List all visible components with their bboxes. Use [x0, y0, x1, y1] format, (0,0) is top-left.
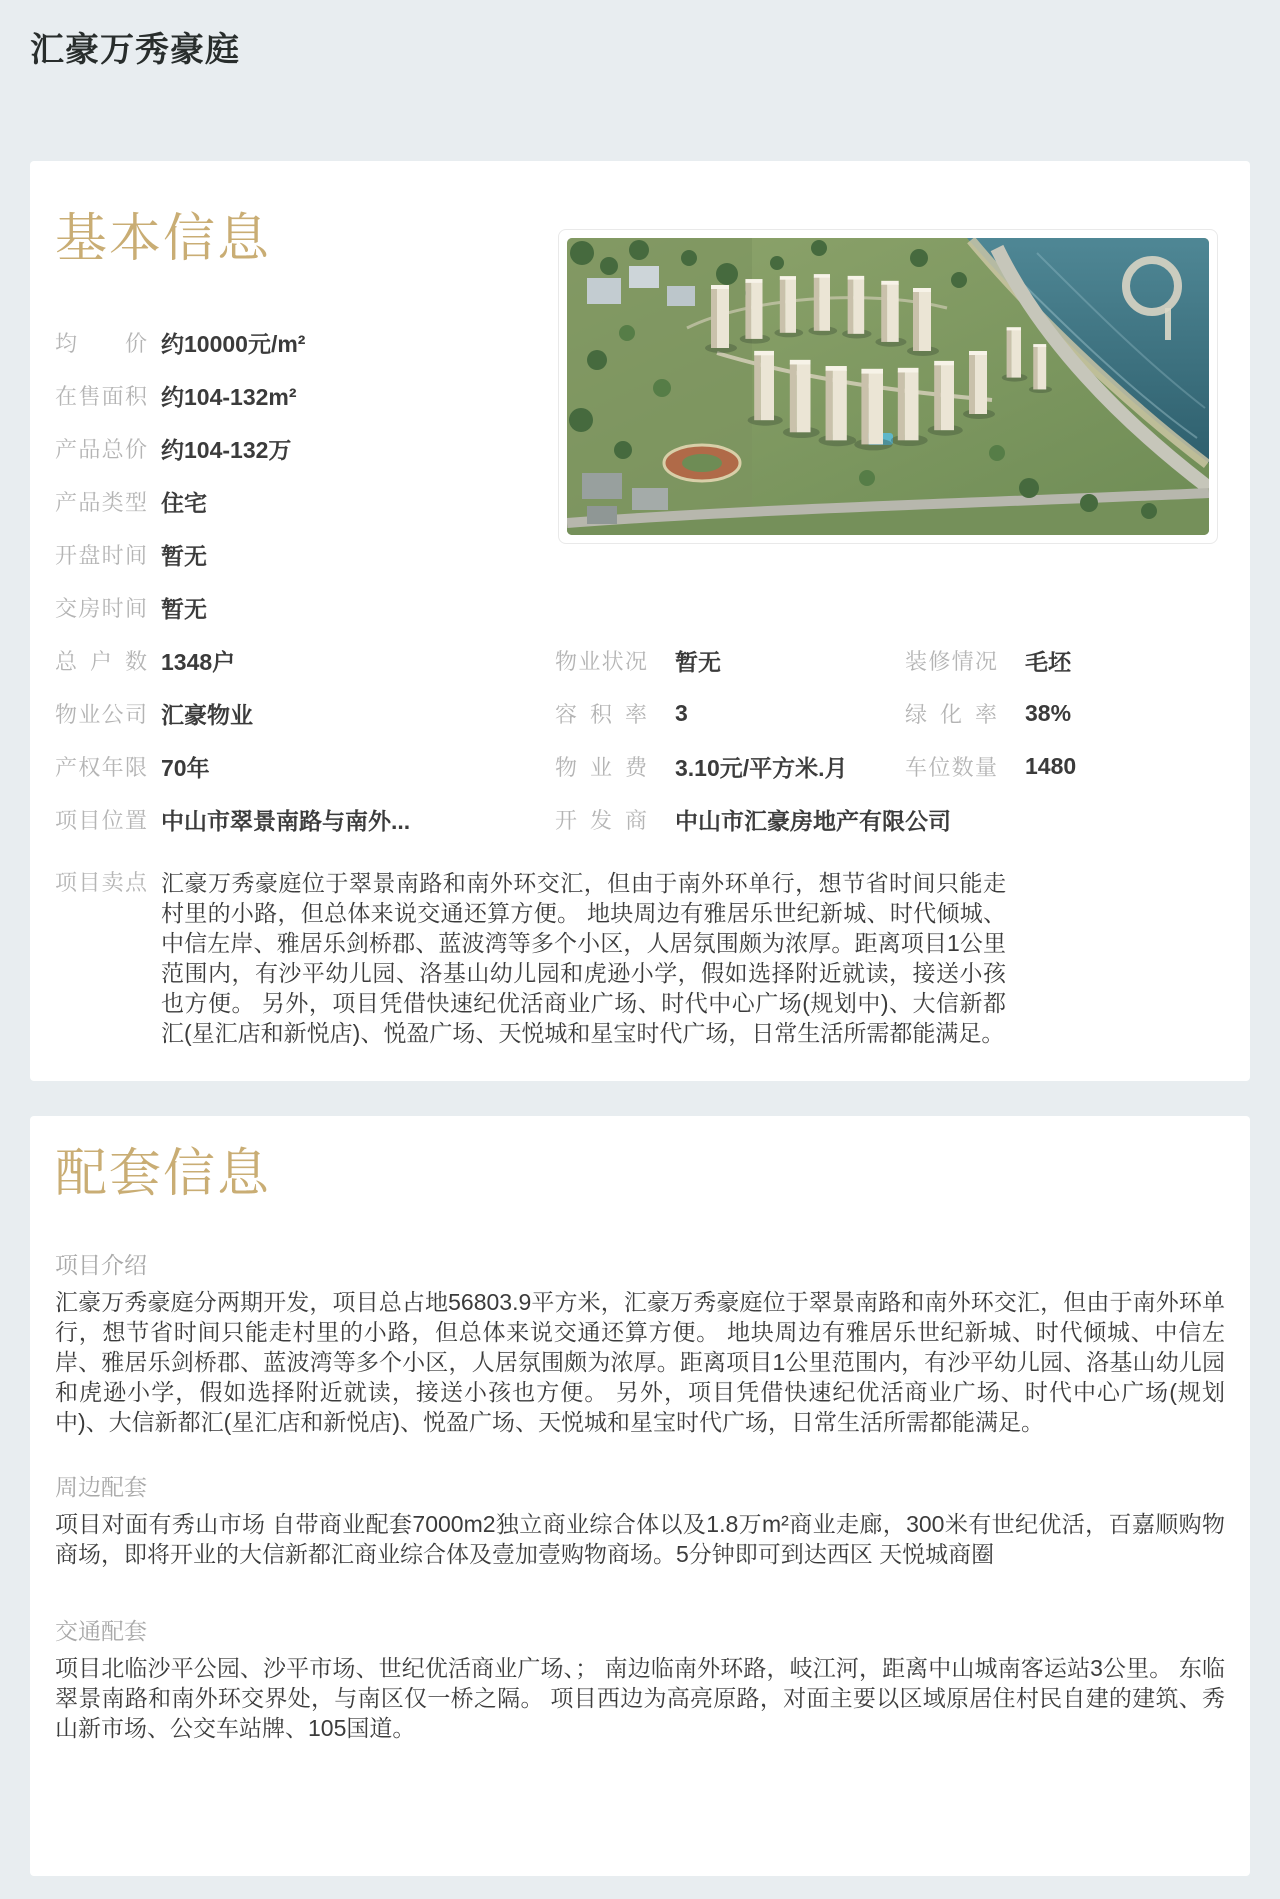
field-row-tenure [55, 740, 555, 793]
field-row-greening-rate [905, 687, 1225, 740]
field-row-property-company [55, 687, 555, 740]
facilities-section-title: 配套信息 [55, 1145, 272, 1203]
field-label-location: 项目位置 [55, 808, 147, 833]
transportation-text: 项目北临沙平公园、沙平市场、世纪优活商业广场、； 南边临南外环路，岐江河，距离中山城南客运站3公里。 东临翠景南路和南外环交界处，与南区仅一桥之隔。 项目西边为高亮原路，对面主要以区域原居住村民自建的建筑、秀山新市场、公交车站牌、105国道。 [55, 1655, 1225, 1741]
field-label-delivery-date: 交房时间 [55, 596, 147, 621]
field-row-property-fee [555, 740, 905, 793]
field-value-opening-date: 暂无 [161, 543, 207, 569]
field-row-plot-ratio [555, 687, 905, 740]
field-row-developer [555, 793, 1225, 846]
selling-point-label: 项目卖点 [55, 870, 147, 895]
subtitle-transportation: 交通配套 [55, 1618, 147, 1644]
field-label-decoration: 装修情况 [905, 649, 997, 674]
grid-row-2 [55, 687, 1225, 740]
field-row-location [55, 793, 555, 846]
facilities-card [30, 1116, 1250, 1876]
field-row-property-status [555, 634, 905, 687]
field-value-avg-price: 约10000元/m² [161, 331, 306, 357]
field-value-location[interactable]: 中山市翠景南路与南外... [161, 808, 411, 834]
field-label-sale-area: 在售面积 [55, 384, 147, 409]
field-value-sale-area: 约104-132m² [161, 384, 297, 410]
field-label-property-status: 物业状况 [555, 649, 647, 674]
basic-fields-grid [55, 634, 1225, 846]
field-value-developer: 中山市汇豪房地产有限公司 [675, 808, 951, 834]
field-label-total-price: 产品总价 [55, 437, 147, 462]
property-aerial-photo[interactable] [567, 238, 1209, 535]
field-value-plot-ratio: 3 [675, 700, 688, 726]
field-label-greening-rate: 绿化率 [905, 702, 997, 727]
field-label-parking-count: 车位数量 [905, 755, 997, 780]
field-label-property-fee: 物业费 [555, 755, 647, 780]
field-row-avg-price [55, 316, 555, 369]
basic-fields-left [55, 316, 555, 634]
project-intro-text: 汇豪万秀豪庭分两期开发，项目总占地56803.9平方米，汇豪万秀豪庭位于翠景南路和南外环交汇，但由于南外环单行，想节省时间只能走村里的小路，但总体来说交通还算方便。 地块周边有雅居乐世纪新城、时代倾城、中信左岸、雅居乐剑桥郡、蓝波湾等多个小区，人居氛围颇为浓厚。距离项目1公里范围内，有沙平幼儿园、洛基山幼儿园和虎逊小学，假如选择附近就读，接送小孩也方便。 另外，项目凭借快速纪优活商业广场、时代中心广场(规划中)、大信新都汇(星汇店和新悦店)、悦盈广场、天悦城和星宝时代广场，日常生活所需都能满足。 [55, 1289, 1225, 1435]
field-label-developer: 开发商 [555, 808, 647, 833]
page-title: 汇豪万秀豪庭 [30, 31, 240, 69]
selling-point-text: 汇豪万秀豪庭位于翠景南路和南外环交汇，但由于南外环单行，想节省时间只能走村里的小路，但总体来说交通还算方便。 地块周边有雅居乐世纪新城、时代倾城、中信左岸、雅居乐剑桥郡、蓝波湾等多个小区，人居氛围颇为浓厚。距离项目1公里范围内，有沙平幼儿园、洛基山幼儿园和虎逊小学，假如选择附近就读，接送小孩也方便。 另外，项目凭借快速纪优活商业广场、时代中心广场(规划中)、大信新都汇(星汇店和新悦店)、悦盈广场、天悦城和星宝时代广场，日常生活所需都能满足。 [161, 870, 1006, 1046]
field-value-parking-count: 1480 [1025, 753, 1077, 779]
field-label-property-company: 物业公司 [55, 702, 147, 727]
field-label-product-type: 产品类型 [55, 490, 147, 515]
field-row-sale-area [55, 369, 555, 422]
grid-row-1 [55, 634, 1225, 687]
field-value-delivery-date: 暂无 [161, 596, 207, 622]
field-label-total-households: 总户数 [55, 649, 147, 674]
field-label-tenure: 产权年限 [55, 755, 147, 780]
field-row-product-type [55, 475, 555, 528]
field-row-delivery-date [55, 581, 555, 634]
field-row-total-households [55, 634, 555, 687]
field-value-total-households: 1348户 [161, 649, 236, 675]
field-value-property-fee: 3.10元/平方米.月 [675, 755, 848, 781]
field-label-plot-ratio: 容积率 [555, 702, 647, 727]
field-value-greening-rate: 38% [1025, 700, 1072, 726]
basic-info-card [30, 161, 1250, 1081]
field-value-property-status: 暂无 [675, 649, 721, 675]
field-value-tenure: 70年 [161, 755, 210, 781]
selling-point-row [55, 868, 1225, 1048]
field-row-decoration [905, 634, 1225, 687]
field-row-opening-date [55, 528, 555, 581]
surroundings-text: 项目对面有秀山市场 自带商业配套7000m2独立商业综合体以及1.8万m²商业走廊，300米有世纪优活，百嘉顺购物商场，即将开业的大信新都汇商业综合体及壹加壹购物商场。5分钟即可到达西区 天悦城商圈 [55, 1511, 1225, 1567]
field-value-product-type: 住宅 [161, 490, 207, 516]
field-value-property-company: 汇豪物业 [161, 702, 253, 728]
subtitle-surroundings: 周边配套 [55, 1474, 147, 1500]
field-label-opening-date: 开盘时间 [55, 543, 147, 568]
aerial-rendering-image [567, 238, 1209, 535]
grid-row-4 [55, 793, 1225, 846]
subtitle-project-intro: 项目介绍 [55, 1252, 147, 1278]
field-row-parking-count [905, 740, 1225, 793]
field-value-decoration: 毛坯 [1025, 649, 1071, 675]
property-photo-frame [558, 229, 1218, 544]
field-value-total-price: 约104-132万 [161, 437, 292, 463]
basic-info-section-title: 基本信息 [55, 210, 272, 268]
grid-row-3 [55, 740, 1225, 793]
field-label-avg-price: 均价 [55, 331, 147, 356]
field-row-total-price [55, 422, 555, 475]
